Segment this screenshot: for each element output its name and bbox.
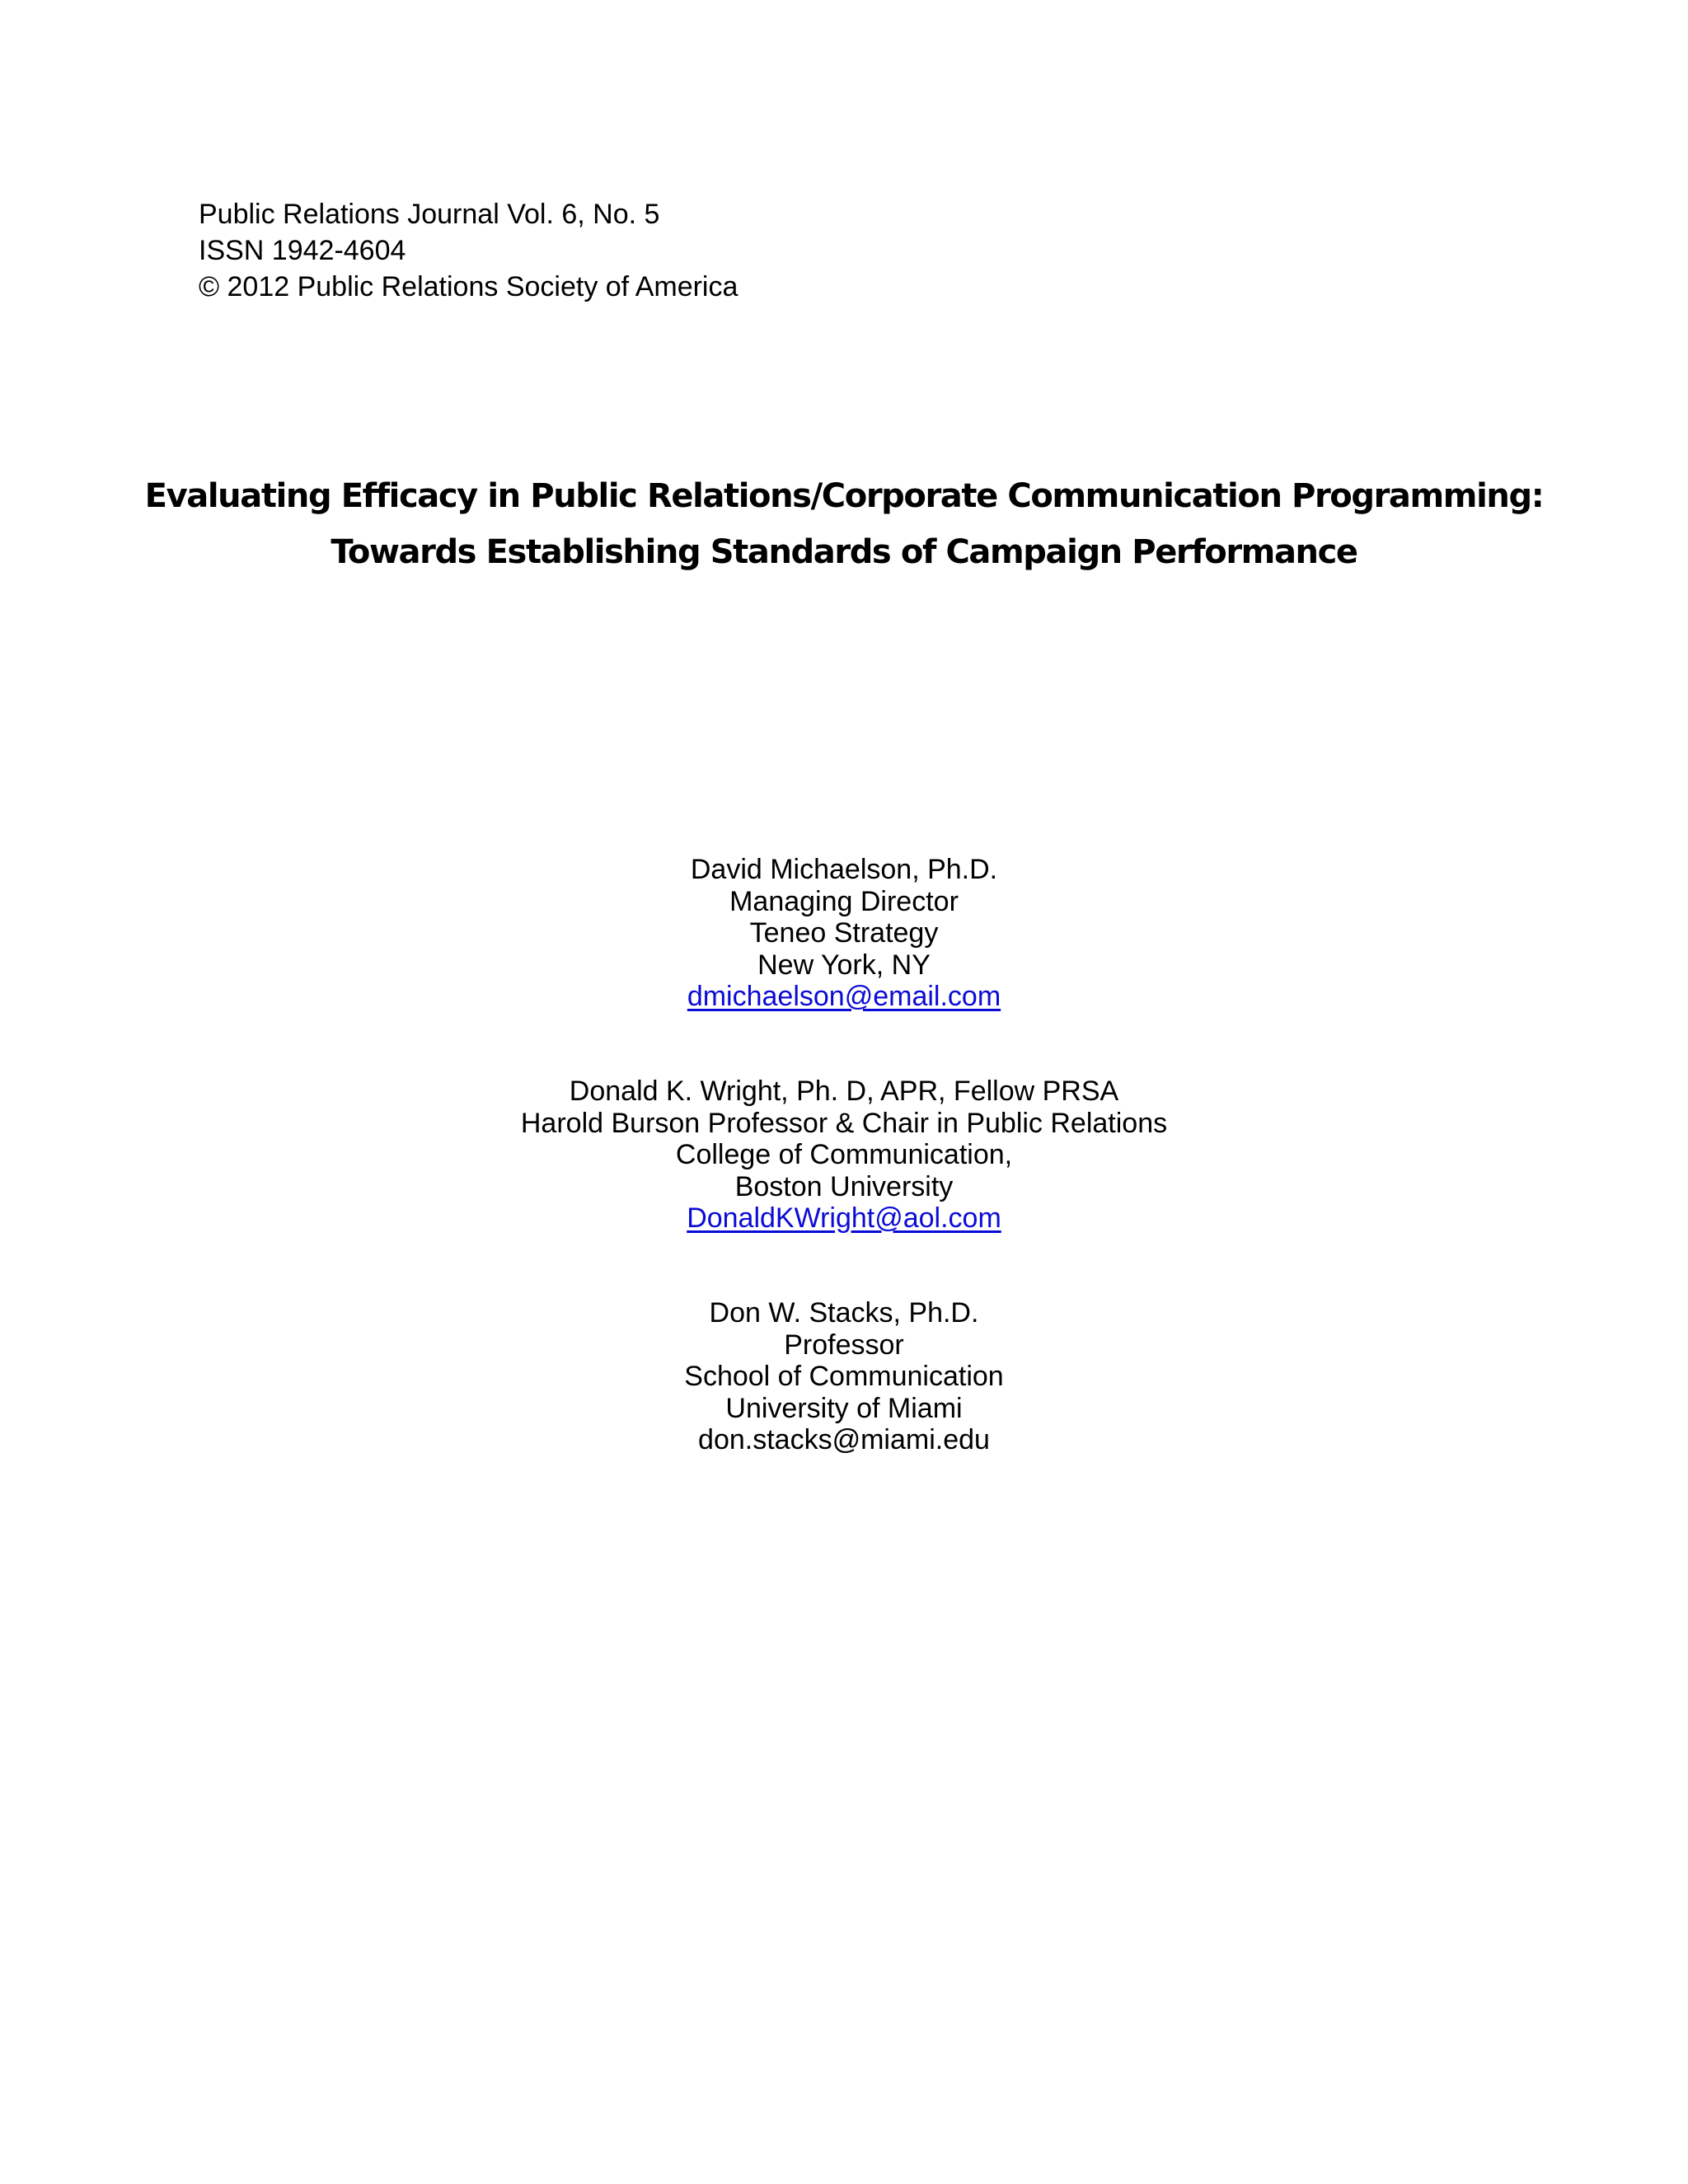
author-role: Managing Director [729,885,959,917]
author-block-michaelson [0,854,1688,1013]
journal-issn: ISSN 1942-4604 [199,235,406,266]
journal-info [199,196,738,305]
author-role: Harold Burson Professor & Chair in Public Relations [520,1107,1168,1139]
author-name: Donald K. Wright, Ph. D, APR, Fellow PRSA [569,1076,1119,1107]
author-location: University of Miami [725,1392,963,1424]
author-block-wright [0,1076,1688,1235]
paper-title [0,468,1688,580]
author-location: Boston University [734,1170,954,1202]
author-organization: Teneo Strategy [749,917,939,949]
journal-citation: Public Relations Journal Vol. 6, No. 5 [199,199,660,230]
paper-title-line-2: Towards Establishing Standards of Campaign Performance [331,533,1357,571]
journal-copyright: © 2012 Public Relations Society of America [199,271,738,302]
author-email-link[interactable]: dmichaelson@email.com [687,981,1001,1012]
author-organization: College of Communication, [675,1139,1013,1170]
author-organization: School of Communication [684,1361,1004,1392]
author-block-stacks [0,1297,1688,1456]
author-location: New York, NY [757,949,931,981]
author-name: David Michaelson, Ph.D. [690,854,998,885]
author-email: don.stacks@miami.edu [698,1424,990,1455]
author-email-link[interactable]: DonaldKWright@aol.com [687,1202,1001,1234]
author-name: Don W. Stacks, Ph.D. [709,1297,979,1329]
paper-title-line-1: Evaluating Efficacy in Public Relations/Corporate Communication Programming: [144,477,1544,515]
author-role: Professor [784,1329,904,1361]
